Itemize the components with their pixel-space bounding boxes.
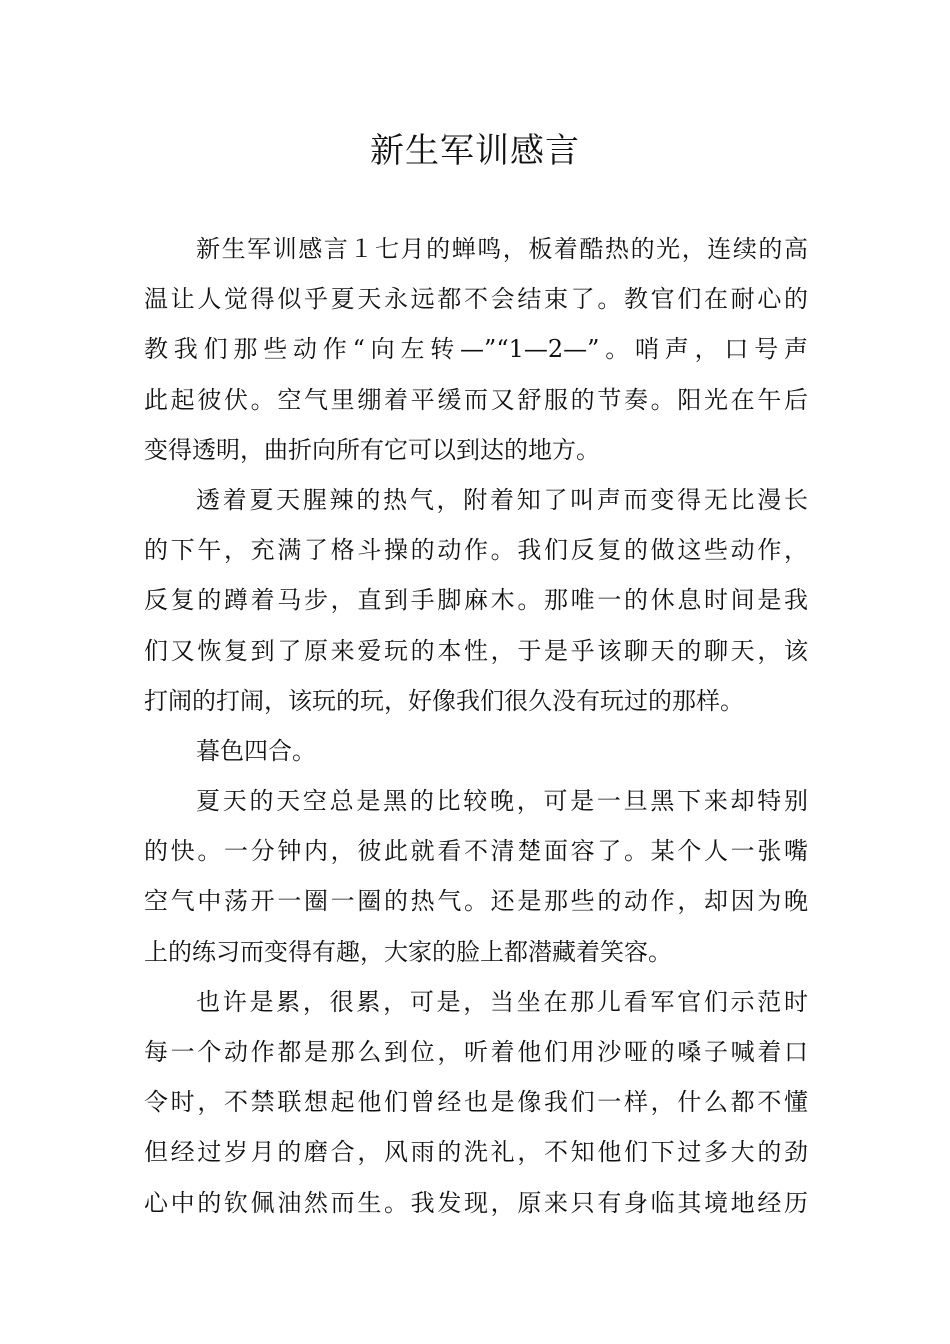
text-line: 空气中荡开一圈一圈的热气。还是那些的动作，却因为晚 xyxy=(144,887,808,916)
text-line: 的快。一分钟内，彼此就看不清楚面容了。某个人一张嘴 xyxy=(144,837,808,866)
text-line: 暮色四合。 xyxy=(196,736,316,765)
document-body xyxy=(144,224,808,1228)
text-line: 新生军训感言１七月的蝉鸣，板着酷热的光，连续的高 xyxy=(196,235,808,263)
text-line: 令时，不禁联想起他们曾经也是像我们一样，什么都不懂 xyxy=(144,1088,808,1117)
text-line: 心中的钦佩油然而生。我发现，原来只有身临其境地经历 xyxy=(144,1188,808,1217)
text-line: 透着夏天腥辣的热气，附着知了叫声而变得无比漫长 xyxy=(196,485,808,514)
text-line: 但经过岁月的磨合，风雨的洗礼，不知他们下过多大的劲 xyxy=(144,1138,808,1167)
text-line: 们又恢复到了原来爱玩的本性，于是乎该聊天的聊天，该 xyxy=(144,636,808,665)
text-line: 打闹的打闹，该玩的玩，好像我们很久没有玩过的那样。 xyxy=(144,686,744,715)
text-line: 也许是累，很累，可是，当坐在那儿看军官们示范时 xyxy=(196,987,808,1016)
text-line: 教我们那些动作“向左转—”“1—2—”。哨声，口号声 xyxy=(144,335,808,364)
text-line: 上的练习而变得有趣，大家的脸上都潜藏着笑容。 xyxy=(144,937,672,966)
text-line: 的下午，充满了格斗操的动作。我们反复的做这些动作， xyxy=(144,536,808,565)
document-title: 新生军训感言 xyxy=(370,131,580,171)
text-line: 每一个动作都是那么到位，听着他们用沙哑的嗓子喊着口 xyxy=(144,1038,808,1066)
text-line: 变得透明，曲折向所有它可以到达的地方。 xyxy=(144,435,600,464)
text-line: 此起彼伏。空气里绷着平缓而又舒服的节奏。阳光在午后 xyxy=(144,385,808,414)
text-line: 夏天的天空总是黑的比较晚，可是一旦黑下来却特别 xyxy=(196,787,808,816)
text-line: 温让人觉得似乎夏天永远都不会结束了。教官们在耐心的 xyxy=(144,285,808,314)
text-line: 反复的蹲着马步，直到手脚麻木。那唯一的休息时间是我 xyxy=(144,586,808,615)
